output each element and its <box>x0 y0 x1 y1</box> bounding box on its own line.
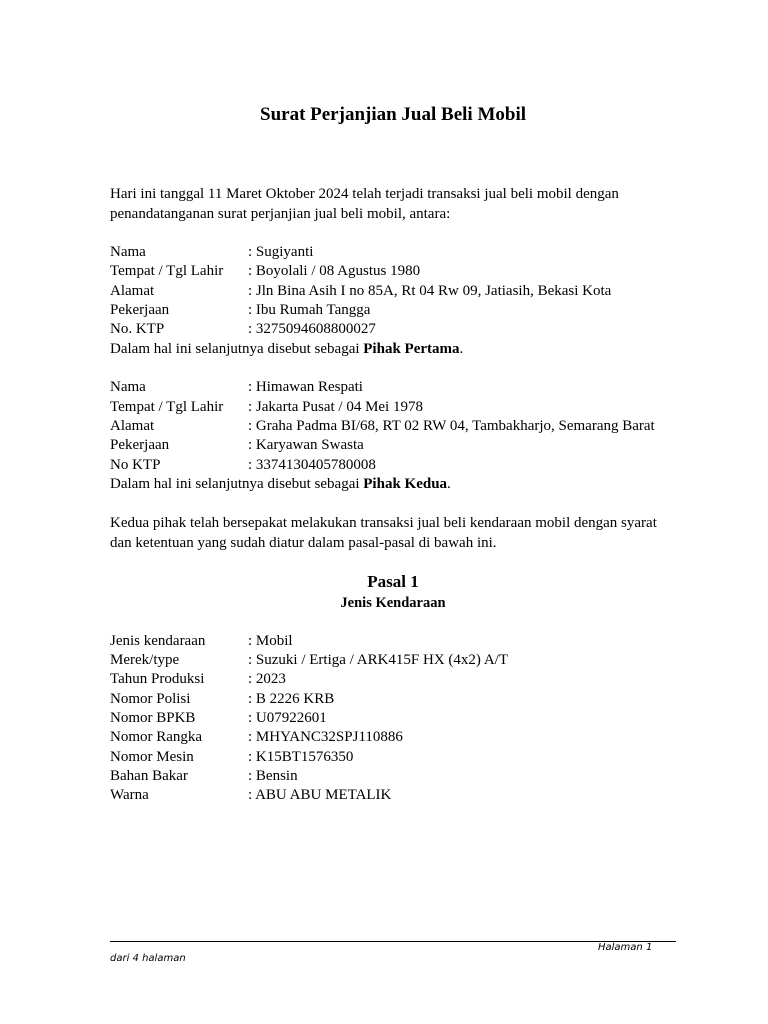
field-label: Bahan Bakar <box>110 768 188 784</box>
intro-line-2: penandatanganan surat perjanjian jual beli mobil, antara: <box>110 205 451 222</box>
pihak-pertama-label: Pihak Pertama <box>363 341 460 357</box>
intro-line-1: Hari ini tanggal 11 Maret Oktober 2024 telah terjadi transaksi jual beli mobil dengan <box>110 186 619 202</box>
field-value: : 3374130405780008 <box>248 457 376 473</box>
field-value: : U07922601 <box>248 710 327 726</box>
field-value: : Boyolali / 08 Agustus 1980 <box>248 263 421 279</box>
footer-page-number: Halaman 1 <box>598 942 653 953</box>
field-label: No KTP <box>110 457 161 473</box>
pasal-heading: Pasal 1 <box>367 572 419 591</box>
agreement-line-2: dan ketentuan yang sudah diatur dalam pasal-pasal di bawah ini. <box>110 534 497 551</box>
field-value: : K15BT1576350 <box>248 749 354 765</box>
field-label: Tempat / Tgl Lahir <box>110 399 224 415</box>
field-value: : 2023 <box>248 671 286 687</box>
document-title: Surat Perjanjian Jual Beli Mobil <box>260 104 526 125</box>
pasal-subheading: Jenis Kendaraan <box>340 595 446 611</box>
agreement-line-1: Kedua pihak telah bersepakat melakukan transaksi jual beli kendaraan mobil dengan syarat <box>110 515 657 531</box>
field-value: : Karyawan Swasta <box>248 437 364 453</box>
field-label: Jenis kendaraan <box>110 633 206 649</box>
field-value: : Bensin <box>248 768 298 784</box>
closing-period: . <box>459 341 464 357</box>
field-label: Tahun Produksi <box>110 671 205 687</box>
closing-period: . <box>447 476 451 492</box>
field-value: : Jln Bina Asih I no 85A, Rt 04 Rw 09, Jatiasih, Bekasi Kota <box>248 283 612 299</box>
field-label: Tempat / Tgl Lahir <box>110 263 224 279</box>
footer-page-total: dari 4 halaman <box>110 953 186 964</box>
field-value: : Suzuki / Ertiga / ARK415F HX (4x2) A/T <box>248 652 508 668</box>
field-label: Pekerjaan <box>110 302 170 318</box>
field-label: Alamat <box>110 283 155 299</box>
pihak-kedua-closing <box>110 475 451 495</box>
field-label: Nama <box>110 379 146 395</box>
field-value: : B 2226 KRB <box>248 691 335 707</box>
intro-paragraph <box>110 185 690 224</box>
pihak-pertama-closing <box>110 340 463 360</box>
agreement-paragraph <box>110 514 690 553</box>
field-value: : 3275094608800027 <box>248 321 376 337</box>
footer-divider <box>110 941 676 942</box>
field-label: No. KTP <box>110 321 165 337</box>
field-value: : Sugiyanti <box>248 244 314 260</box>
closing-text: Dalam hal ini selanjutnya disebut sebagai <box>110 476 364 492</box>
field-label: Nama <box>110 244 146 260</box>
field-value: : ABU ABU METALIK <box>248 787 392 803</box>
field-label: Alamat <box>110 418 155 434</box>
field-label: Merek/type <box>110 652 180 668</box>
field-label: Nomor BPKB <box>110 710 196 726</box>
field-value: : Himawan Respati <box>248 379 363 395</box>
field-label: Nomor Mesin <box>110 749 194 765</box>
field-label: Nomor Polisi <box>110 691 191 707</box>
field-value: : Jakarta Pusat / 04 Mei 1978 <box>248 399 423 415</box>
field-value: : Graha Padma BI/68, RT 02 RW 04, Tambakharjo, Semarang Barat <box>248 418 655 434</box>
field-value: : Mobil <box>248 633 293 649</box>
field-label: Warna <box>110 787 149 803</box>
closing-text: Dalam hal ini selanjutnya disebut sebagai <box>110 341 364 357</box>
field-label: Pekerjaan <box>110 437 170 453</box>
field-value: : Ibu Rumah Tangga <box>248 302 371 318</box>
field-value: : MHYANC32SPJ110886 <box>248 729 403 745</box>
field-label: Nomor Rangka <box>110 729 203 745</box>
pihak-kedua-label: Pihak Kedua <box>363 476 448 492</box>
